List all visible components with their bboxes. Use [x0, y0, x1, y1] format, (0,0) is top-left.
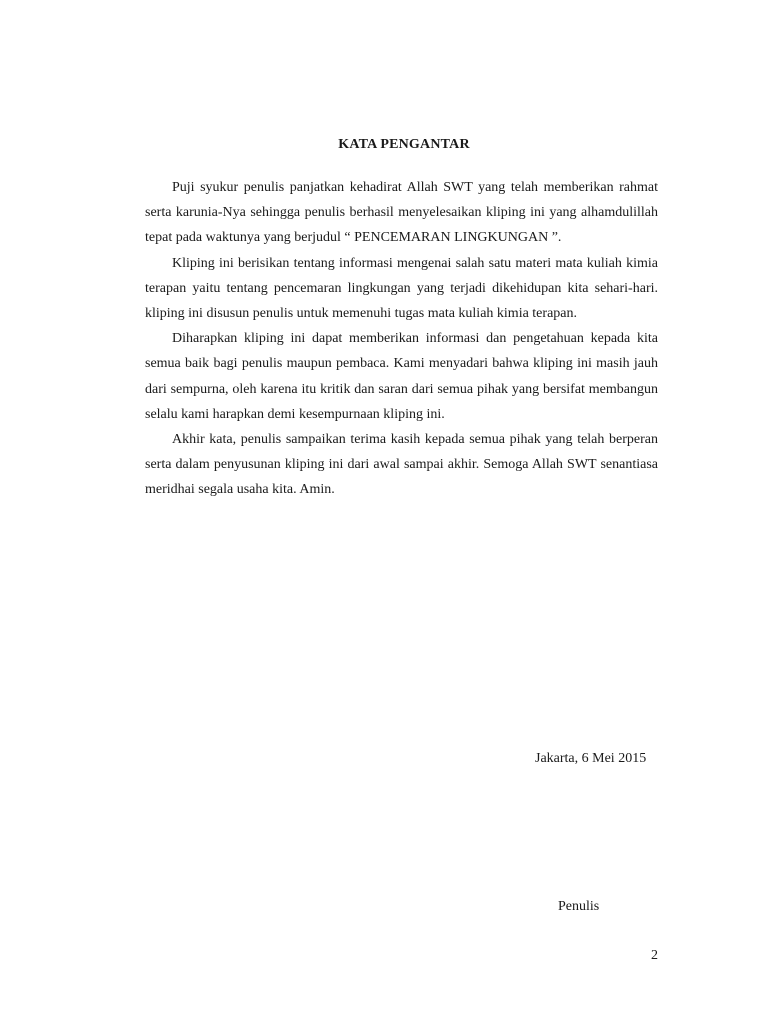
- paragraph-4: Akhir kata, penulis sampaikan terima kasih kepada semua pihak yang telah berperan serta dalam penyusunan kliping ini dari awal sampai akhir. Semoga Allah SWT senantiasa meridhai segala usaha kita. Amin.: [145, 432, 658, 498]
- paragraph-2: Kliping ini berisikan tentang informasi mengenai salah satu materi mata kuliah kimia terapan yaitu tentang pencemaran lingkungan yang terjadi dikehidupan kita sehari-hari. kliping ini disusun penulis untuk memenuhi tugas mata kuliah kimia terapan.: [145, 255, 658, 322]
- place-date: Jakarta, 6 Mei 2015: [535, 751, 647, 766]
- page-number: 2: [651, 948, 658, 963]
- paragraph-1: Puji syukur penulis panjatkan kehadirat Allah SWT yang telah memberikan rahmat serta karunia-Nya sehingga penulis berhasil menyelesaikan kliping ini yang alhamdulillah tepat pada waktunya yang berjudul “ PENCEMARAN LINGKUNGAN ”.: [145, 180, 658, 246]
- page-title: KATA PENGANTAR: [338, 137, 470, 152]
- paragraph-3: Diharapkan kliping ini dapat memberikan informasi dan pengetahuan kepada kita semua baik bagi penulis maupun pembaca. Kami menyadari bahwa kliping ini masih jauh dari sempurna, oleh karena itu kritik dan saran dari semua pihak yang bersifat membangun selalu kami harapkan demi kesempurnaan kliping ini.: [145, 331, 658, 422]
- body-text: [145, 175, 658, 503]
- signature-label: Penulis: [558, 899, 600, 914]
